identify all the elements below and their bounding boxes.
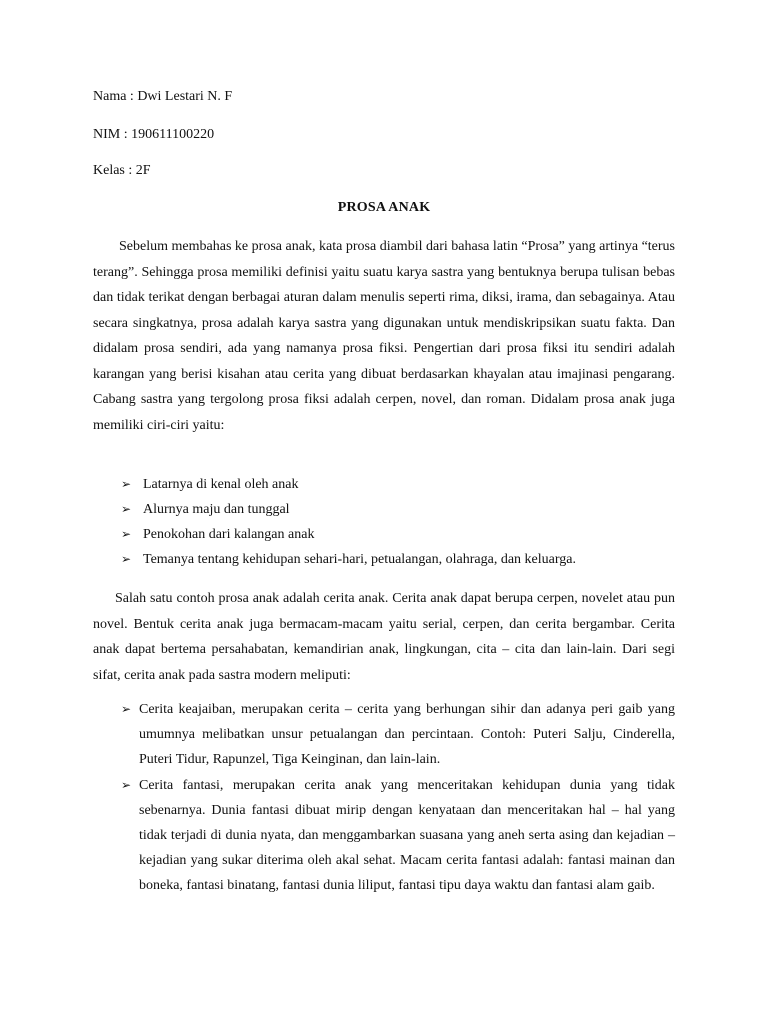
list-item-text: Penokohan dari kalangan anak (143, 527, 315, 542)
list-item-text: Alurnya maju dan tunggal (143, 502, 290, 517)
list-item-text: Cerita fantasi, merupakan cerita anak yang menceritakan kehidupan dunia yang tidak sebenarnya. Dunia fantasi dibuat mirip dengan kenyataan dan menceritakan hal – hal yang tidak terjadi di dunia nyata, dan menggambarkan suasana yang aneh serta asing dan kejadian – kejadian yang sukar diterima oleh akal sehat. Macam cerita fantasi adalah: fantasi mainan dan boneka, fantasi binatang, fantasi dunia liliput, fantasi tipu daya waktu dan fantasi alam gaib. (139, 778, 675, 893)
arrow-bullet-icon: ➢ (121, 702, 132, 716)
paragraph-examples: Salah satu contoh prosa anak adalah cerita anak. Cerita anak dapat berupa cerpen, novelet atau pun novel. Bentuk cerita anak juga bermacam-macam yaitu serial, cerpen, dan cerita bergambar. Cerita anak dapat bertema persahabatan, kemandirian anak, lingkungan, cita – cita dan lain-lain. Dari segi sifat, cerita anak pada sastra modern meliputi: (93, 591, 675, 683)
arrow-bullet-icon: ➢ (121, 778, 132, 792)
list-item (121, 547, 576, 572)
arrow-bullet-icon: ➢ (121, 527, 132, 541)
story-types-list (121, 697, 675, 899)
student-class: Kelas : 2F (93, 163, 151, 178)
list-item (121, 773, 675, 898)
document-title: PROSA ANAK (337, 200, 431, 215)
list-item (121, 522, 576, 547)
list-item (121, 472, 576, 497)
arrow-bullet-icon: ➢ (121, 552, 132, 566)
list-item (121, 497, 576, 522)
list-item (121, 697, 675, 772)
characteristics-list (121, 472, 576, 572)
list-item-text: Temanya tentang kehidupan sehari-hari, petualangan, olahraga, dan keluarga. (143, 552, 576, 567)
arrow-bullet-icon: ➢ (121, 502, 132, 516)
paragraph-intro: Sebelum membahas ke prosa anak, kata prosa diambil dari bahasa latin “Prosa” yang artinya “terus terang”. Sehingga prosa memiliki definisi yaitu suatu karya sastra yang bentuknya berupa tulisan bebas dan tidak terikat dengan berbagai aturan dalam menulis seperti rima, diksi, irama, dan sebagainya. Atau secara singkatnya, prosa adalah karya sastra yang digunakan untuk mendiskripsikan suatu fakta. Dan didalam prosa sendiri, ada yang namanya prosa fiksi. Pengertian dari prosa fiksi itu sendiri adalah karangan yang berisi kisahan atau cerita yang dibuat berdasarkan khayalan atau imajinasi pengarang. Cabang sastra yang tergolong prosa fiksi adalah cerpen, novel, dan roman. Didalam prosa anak juga memiliki ciri-ciri yaitu: (93, 239, 675, 433)
list-item-text: Latarnya di kenal oleh anak (143, 477, 299, 492)
list-item-text: Cerita keajaiban, merupakan cerita – cerita yang berhungan sihir dan adanya peri gaib yang umumnya melibatkan unsur petualangan dan percintaan. Contoh: Puteri Salju, Cinderella, Puteri Tidur, Rapunzel, Tiga Keinginan, dan lain-lain. (139, 702, 675, 767)
student-name: Nama : Dwi Lestari N. F (93, 89, 233, 104)
student-nim: NIM : 190611100220 (93, 127, 215, 142)
arrow-bullet-icon: ➢ (121, 477, 132, 491)
